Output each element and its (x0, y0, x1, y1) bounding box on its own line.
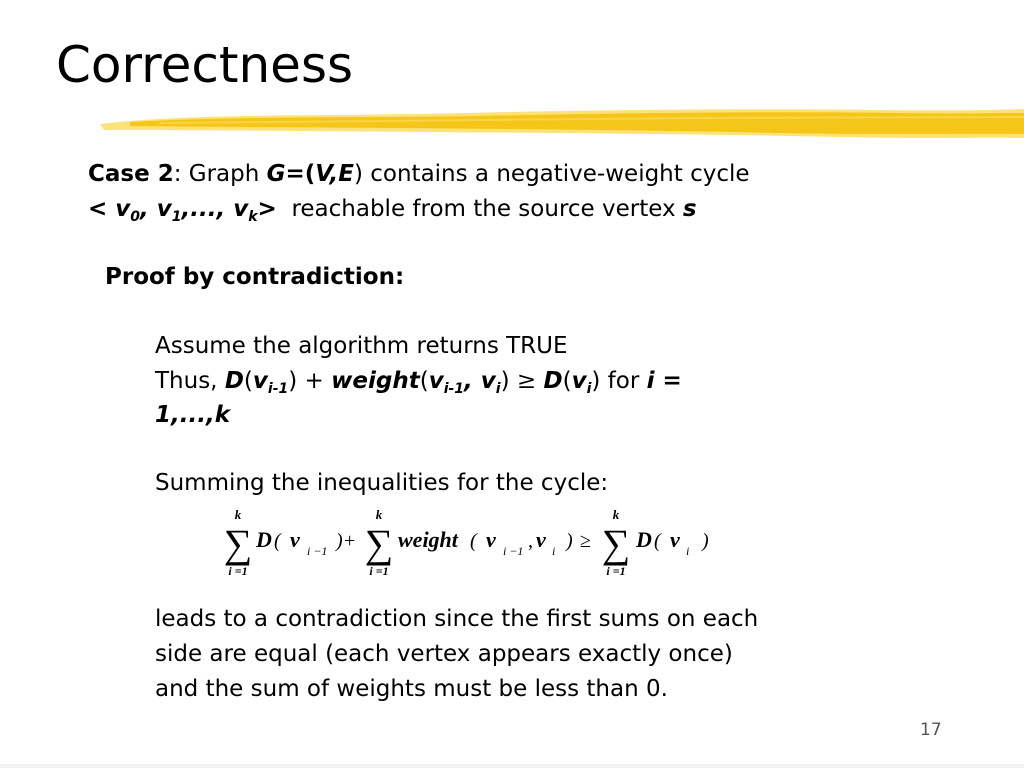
formula-paren-close-2: ) (566, 530, 573, 552)
summation-formula (222, 503, 722, 583)
title-underline-brushstroke (100, 104, 1024, 142)
vertex: v (571, 368, 587, 394)
formula-comma: , (528, 530, 533, 552)
subscript: 0 (130, 209, 141, 225)
vertex: v (252, 368, 268, 394)
subscript: i-1 (267, 381, 289, 397)
subscript: i-1 (443, 381, 465, 397)
paren-plus: ) + (288, 368, 332, 394)
comma: , (140, 196, 157, 222)
case-description: contains a negative-weight cycle (362, 161, 750, 187)
subscript: 1 (171, 209, 182, 225)
vertex-v1: v (156, 196, 172, 222)
space (536, 368, 543, 394)
case-line-2 (88, 192, 697, 226)
sum-3-lower: i =1 (606, 564, 626, 578)
cycle-open: < (88, 196, 116, 222)
slide-title: Correctness (56, 36, 354, 94)
formula-D-1: D (256, 527, 272, 552)
comma: , (464, 368, 481, 394)
formula-paren-close-3: ) (702, 530, 709, 552)
formula-v-1: v (290, 527, 300, 552)
vertex: v (428, 368, 444, 394)
paren: ) (500, 368, 517, 394)
case-line-1 (88, 157, 750, 191)
vertex-vk: v (233, 196, 249, 222)
sum-2-upper: k (375, 507, 383, 522)
source-vertex: s (682, 196, 697, 222)
formula-plus: + (344, 530, 356, 552)
conclusion-line-3: and the sum of weights must be less than 0. (155, 676, 668, 702)
formula-v-3: v (536, 527, 546, 552)
formula-paren-open-3: ( (654, 530, 661, 552)
reachable-text: reachable from the source vertex (276, 196, 683, 222)
index-eq: i = (646, 368, 682, 394)
paren: ( (419, 368, 429, 394)
bottom-divider (0, 764, 1024, 768)
formula-sub-2: i −1 (503, 544, 524, 558)
sum-3-upper: k (612, 507, 620, 522)
formula-v-4: v (670, 527, 680, 552)
formula-paren-open-1: ( (274, 530, 281, 552)
proof-heading: Proof by contradiction: (105, 264, 405, 290)
formula-sub-1: i −1 (307, 544, 328, 558)
distance-D: D (224, 368, 244, 394)
cycle-close: > (257, 196, 277, 222)
for-text: ) for (591, 368, 647, 394)
paren: ( (562, 368, 572, 394)
ellipsis: ,..., (181, 196, 234, 222)
graph-symbol: G= (266, 161, 305, 187)
sum-3-symbol: ∑ (601, 521, 631, 566)
case-sep: : Graph (173, 161, 267, 187)
formula-sub-4: i (686, 544, 690, 558)
thus-prefix: Thus, (155, 368, 225, 394)
distance-D: D (543, 368, 563, 394)
formula-paren-open-2: ( (470, 530, 477, 552)
case-label: Case 2 (88, 161, 174, 187)
vertex: v (480, 368, 496, 394)
conclusion-line-2: side are equal (each vertex appears exactly once) (155, 641, 733, 667)
vertex-v0: v (115, 196, 131, 222)
subscript: i (586, 381, 592, 397)
formula-weight: weight (398, 527, 458, 552)
thus-line (155, 364, 682, 398)
conclusion-line-1: leads to a contradiction since the first sums on each (155, 606, 759, 632)
page-number: 17 (920, 720, 942, 740)
weight-fn: weight (331, 368, 420, 394)
formula-D-2: D (636, 527, 652, 552)
paren: ) (353, 161, 363, 187)
formula-paren-close-1: ) (336, 530, 343, 552)
formula-v-2: v (486, 527, 496, 552)
sum-1-upper: k (234, 507, 242, 522)
sum-2-symbol: ∑ (364, 521, 394, 566)
sum-1-symbol: ∑ (223, 521, 253, 566)
formula-geq: ≥ (580, 530, 591, 552)
assume-line: Assume the algorithm returns TRUE (155, 333, 568, 359)
geq-symbol: ≥ (516, 368, 537, 394)
paren: ( (243, 368, 253, 394)
sum-2-lower: i =1 (369, 564, 389, 578)
summing-line: Summing the inequalities for the cycle: (155, 470, 609, 496)
sum-1-lower: i =1 (228, 564, 248, 578)
index-range: 1,...,k (155, 402, 230, 428)
subscript: i (495, 381, 501, 397)
vertex-edge-symbols: V,E (315, 161, 354, 187)
subscript: k (248, 209, 258, 225)
formula-sub-3: i (552, 544, 556, 558)
paren: ( (304, 161, 316, 187)
